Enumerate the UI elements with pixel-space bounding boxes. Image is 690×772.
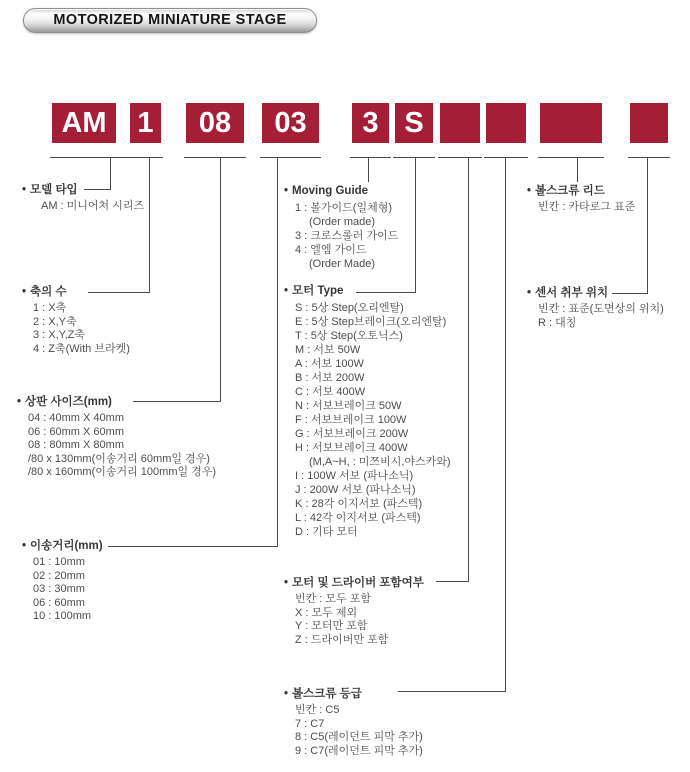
bullet-icon: • — [527, 287, 532, 299]
hline-motor-driver — [436, 581, 469, 582]
section-motor-driver-inclusion — [284, 577, 424, 647]
section-title-text: 모터 및 드라이버 포함여부 — [292, 577, 424, 589]
list-item: 1 : X축 — [33, 302, 67, 314]
list-item: M : 서보 50W — [295, 344, 361, 356]
list-item: AM : 미니어쳐 시리즈 — [41, 200, 145, 212]
section-title — [284, 185, 398, 198]
section-motor-type — [284, 285, 451, 539]
list-item: F : 서보브레이크 100W — [295, 414, 407, 426]
list-item: I : 100W 서보 (파나소닉) — [295, 470, 414, 482]
bullet-icon: • — [22, 540, 27, 552]
bullet-icon: • — [527, 185, 532, 197]
list-item: 4 : Z축(With 브라켓) — [33, 342, 130, 355]
list-item: 06 : 60mm — [33, 596, 85, 609]
bullet-icon: • — [22, 184, 27, 196]
list-item: 7 : C7 — [295, 717, 325, 730]
underline-axis-count — [128, 157, 163, 158]
list-item: Z : 드라이버만 포함 — [295, 633, 389, 646]
list-item: 빈칸 : C5 — [295, 704, 340, 716]
section-title — [284, 577, 424, 590]
vline-moving-guide — [368, 157, 369, 182]
list-item: C : 서보 400W — [295, 386, 366, 398]
list-item: 1 : 볼가이드(일체형) — [295, 202, 392, 214]
section-title — [284, 285, 451, 298]
list-item: 06 : 60mm X 60mm — [28, 425, 124, 438]
list-item: (Order Made) — [309, 258, 376, 270]
vline-table-size — [220, 157, 221, 401]
list-item: B : 서보 200W — [295, 372, 365, 384]
bullet-icon: • — [284, 285, 289, 297]
list-item: 04 : 40mm X 40mm — [28, 412, 124, 424]
bullet-icon: • — [22, 286, 27, 298]
code-box-sensor-position — [630, 103, 668, 143]
section-title — [284, 688, 423, 701]
vline-sensor-position — [647, 157, 648, 293]
code-box-moving-guide: 3 — [352, 103, 389, 143]
list-item: G : 서보브레이크 200W — [295, 428, 409, 440]
section-title-text: 센서 취부 위치 — [535, 287, 609, 299]
list-item: (M,A~H, : 미쯔비시,야스카와) — [309, 456, 451, 468]
list-item: /80 x 130mm(이송거리 60mm일 경우) — [28, 452, 210, 465]
list-item: S : 5상 Step(오리엔탈) — [295, 302, 404, 314]
section-title — [22, 286, 130, 299]
underline-model-type — [50, 157, 128, 158]
vline-ballscrew-lead — [577, 157, 578, 182]
section-table-size — [17, 396, 216, 480]
list-item: /80 x 160mm(이송거리 100mm일 경우) — [28, 466, 217, 478]
page-title: MOTORIZED MINIATURE STAGE — [23, 8, 317, 33]
list-item: 빈칸 : 표준(도면상의 위치) — [538, 303, 664, 315]
section-title-text: 볼스크류 리드 — [535, 185, 605, 197]
section-title-text: 모델 타입 — [30, 184, 78, 196]
section-axis-count — [22, 286, 130, 356]
section-title-text: Moving Guide — [292, 185, 369, 197]
code-box-ballscrew-grade — [486, 103, 526, 143]
list-item: N : 서보브레이크 50W — [295, 400, 402, 412]
vline-axis-count — [149, 157, 150, 292]
section-title-text: 볼스크류 등급 — [292, 688, 362, 700]
section-ballscrew-lead — [527, 185, 635, 215]
list-item: 3 : 크로스롤러 가이드 — [295, 230, 399, 242]
list-item: Y : 모터만 포함 — [295, 620, 368, 632]
section-title-text: 모터 Type — [292, 285, 344, 297]
section-title — [527, 287, 664, 300]
underline-table-size — [184, 157, 246, 158]
section-title-text: 축의 수 — [30, 286, 67, 298]
code-box-table-size: 08 — [186, 103, 244, 143]
list-item: H : 서보브레이크 400W — [295, 442, 408, 454]
section-title — [22, 184, 144, 197]
vline-motor-type — [415, 157, 416, 292]
section-title-text: 이송거리(mm) — [30, 540, 103, 552]
list-item: E : 5상 Step브레이크(오리엔탈) — [295, 316, 447, 328]
list-item: 08 : 80mm X 80mm — [28, 439, 124, 451]
code-box-axis-count: 1 — [130, 103, 161, 143]
code-box-motor-driver — [440, 103, 480, 143]
section-sensor-position — [527, 287, 664, 330]
underline-ballscrew-grade — [484, 157, 528, 158]
list-item: 9 : C7(레이던트 피막 추가) — [295, 744, 423, 757]
section-title-text: 상판 사이즈(mm) — [25, 396, 112, 408]
underline-motor-driver — [438, 157, 482, 158]
underline-motor-type — [393, 157, 435, 158]
bullet-icon: • — [284, 577, 289, 589]
bullet-icon: • — [284, 688, 289, 700]
vline-ballscrew-grade — [505, 157, 506, 691]
code-box-model-type: AM — [52, 103, 116, 143]
list-item: 02 : 20mm — [33, 569, 85, 582]
hline-travel — [108, 546, 278, 547]
section-moving-guide — [284, 185, 398, 271]
code-box-ballscrew-lead — [540, 103, 602, 143]
vline-motor-driver — [468, 157, 469, 581]
list-item: K : 28각 이지서보 (파스텍) — [295, 498, 423, 510]
section-title — [22, 540, 103, 553]
list-item: A : 서보 100W — [295, 358, 364, 370]
list-item: L : 42각 이지서보 (파스텍) — [295, 512, 421, 524]
list-item: 빈칸 : 카타로그 표준 — [538, 201, 636, 213]
underline-ballscrew-lead — [538, 157, 604, 158]
bullet-icon: • — [284, 185, 289, 197]
section-travel — [22, 540, 103, 624]
underline-travel — [260, 157, 321, 158]
list-item: 10 : 100mm — [33, 610, 92, 622]
section-title — [527, 185, 635, 198]
list-item: 3 : X,Y,Z축 — [33, 329, 85, 341]
code-box-motor-type: S — [395, 103, 433, 143]
list-item: T : 5상 Step(오토닉스) — [295, 330, 403, 342]
list-item: 4 : 엘엠 가이드 — [295, 244, 367, 256]
section-ballscrew-grade — [284, 688, 423, 758]
underline-sensor-position — [628, 157, 670, 158]
list-item: D : 기타 모터 — [295, 526, 358, 538]
section-model-type — [22, 184, 144, 214]
list-item: X : 모두 제외 — [295, 606, 358, 619]
bullet-icon: • — [17, 396, 22, 408]
list-item: 8 : C5(레이던트 피막 추가) — [295, 731, 423, 743]
list-item: 01 : 10mm — [33, 556, 85, 568]
list-item: (Order made) — [309, 216, 376, 228]
underline-moving-guide — [350, 157, 391, 158]
list-item: 03 : 30mm — [33, 583, 85, 595]
vline-travel — [277, 157, 278, 546]
list-item: R : 대칭 — [538, 316, 577, 329]
list-item: 빈칸 : 모두 포함 — [295, 593, 371, 605]
code-box-travel: 03 — [262, 103, 319, 143]
section-title — [17, 396, 216, 409]
list-item: 2 : X,Y축 — [33, 315, 77, 328]
list-item: J : 200W 서보 (파나소닉) — [295, 484, 416, 496]
